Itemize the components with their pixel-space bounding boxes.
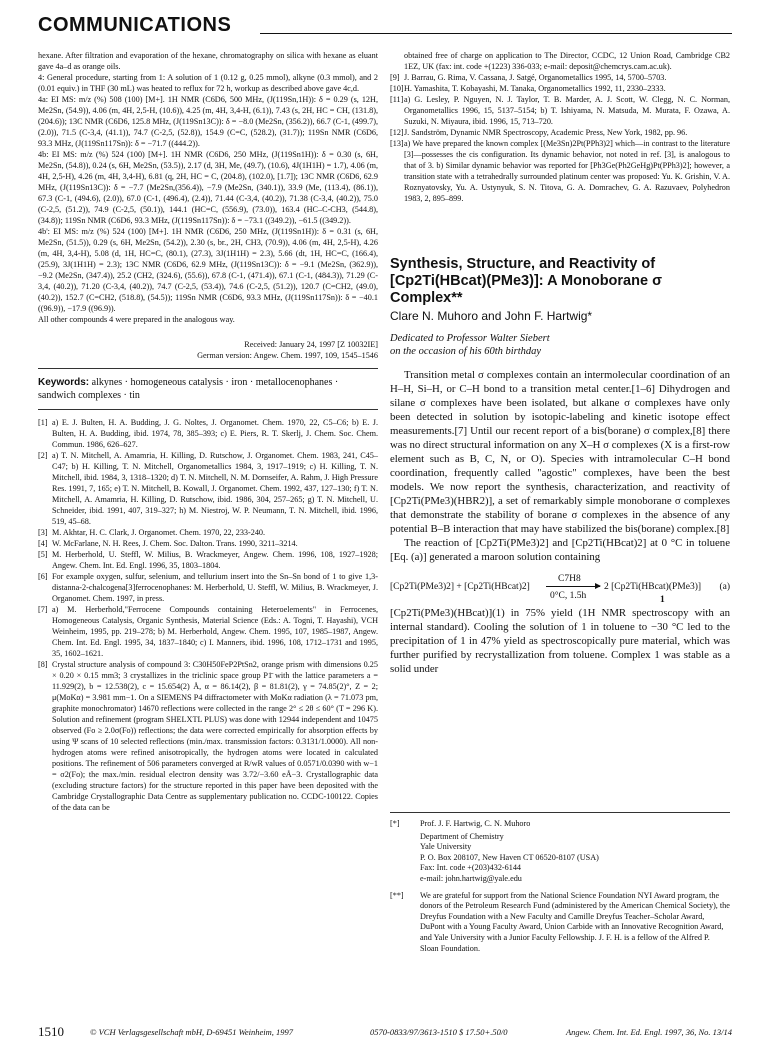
paragraph: 4: General procedure, starting from 1: A solution of 1 (0.12 g, 0.25 mmol), alkyne (0.3 mmol), and 2 (0.01 equiv.) in THF (30 mL) was heated to reflux for 72 h, workup as described above gave 4c,d. xyxy=(38,73,378,93)
left-column xyxy=(38,50,378,813)
article-code: 0570-0833/97/3613-1510 $ 17.50+.50/0 xyxy=(370,1027,508,1037)
reference-item xyxy=(38,538,378,549)
body-paragraph: The reaction of [Cp2Ti(PMe3)2] and [Cp2Ti(HBcat)2] at 0 °C in toluene [Eq. (a)] generated a maroon solution containing xyxy=(390,537,730,563)
reference-list xyxy=(38,417,378,813)
address-line: Yale University xyxy=(420,842,472,852)
reference-number: [1] xyxy=(38,418,48,427)
received-date: Received: January 24, 1997 [Z 10032IE] xyxy=(244,340,378,349)
keywords xyxy=(38,376,378,402)
reference-item xyxy=(390,94,730,127)
reference-text: a) M. Herberhold,"Ferrocene Compounds containing Heteroelements" in Ferrocenes, Homogeneous Catalysis, Organic Synthesis, Material Science (Eds.: A. Togni, T. Hayashi), VCH Weinheim, 1995, pp. 219–278; b) M. Herberhold, Angew. Chem. 1995, 107, 1985–1987, Angew. Chem. Int. Ed. Engl. 1995, 34, 1837–1840; c) I. Manners, ibid. 1996, 108, 1712–1731 and 1995, 35, 1602–1621. xyxy=(52,605,378,658)
reference-item xyxy=(38,450,378,527)
section-title: COMMUNICATIONS xyxy=(38,14,232,36)
footnote-rule xyxy=(390,812,730,813)
body-paragraph: Transition metal σ complexes contain an intermolecular coordination of an H–H, Si–H, or C–H bond to a transition metal center.[1–6] Dihydrogen and silane σ complexes have been isolated, but alkane σ complexes have only been detected in solution by isotopic-labeling and kinetic isotope effect measurements.[7] Until our recent report of a bis(borane) σ complex,[8] there was no direct structural information on any X–H σ complexes (X is a first-row element such as B, C, N, or O). Species with intramolecular C–H bond coordination, frequently called "agostic" complexes, have been the best models. We now report the synthesis, characterization, and reactivity of [Cp2Ti(PMe3)(HBR2)], a set of remarkably simple monoborane σ complexes that demonstrate the stability of borane σ complexes in the absence of any potential B–B interaction that may have stabilized the bis(borane) complex.[8] xyxy=(390,369,730,535)
reference-text: J. Sandström, Dynamic NMR Spectroscopy, Academic Press, New York, 1982, pp. 96. xyxy=(404,128,688,137)
address-line: P. O. Box 208107, New Haven CT 06520-8107 (USA) xyxy=(420,852,599,862)
page-header xyxy=(38,14,732,40)
equation-conditions: 0°C, 1.5h xyxy=(550,591,587,601)
reference-number: [13] xyxy=(390,139,404,148)
address-line: Department of Chemistry xyxy=(420,831,504,841)
article-title: Synthesis, Structure, and Reactivity of [Cp2Ti(HBcat)(PMe3)]: A Monoborane σ Complex** xyxy=(390,256,662,306)
publisher-line: © VCH Verlagsgesellschaft mbH, D-69451 Weinheim, 1997 xyxy=(90,1027,294,1037)
reference-continuation: obtained free of charge on application to The Director, CCDC, 12 Union Road, Cambridge CB2 1EZ, UK (fax: int. code +(1223) 336-033; e-mail: deposit@chemcrys.cam.ac.uk). xyxy=(404,51,730,71)
reference-number: [7] xyxy=(38,605,48,614)
footnote-address: [*] Prof. J. F. Hartwig, C. N. Muhoro xyxy=(390,819,531,828)
reference-text: Crystal structure analysis of compound 3: C30H50FeP2PtSn2, orange prism with dimensions 0.25 × 0.20 × 0.15 mm3; 3 crystallizes in the triclinic space group P1̄ with the lattice parameters a = 11.929(2), b = 12.538(2), c = 15.654(2) Å, α = 86.14(2), β = 81.81(2), γ = 74.85(2)°, Z = 2; μ(MoKα) = 3.981 mm−1. On a SIEMENS P4 diffractometer with MoKα radiation (λ = 71.073 pm, graphite monochromator) 14670 reflections were collected in the range 2° ≤ 2θ ≤ 60° (T = 296 K). Solution and refinement (program SHELXTL PLUS) was done with 12944 independent and 10475 observed (Fo ≥ 2.0σ(Fo)) reflections; the data were corrected empirically for absorption effects by using Ψ scans of 10 selected reflections (min./max. transmission factors: 0.3131/1.0000). All non-hydrogen atoms were refined anisotropically, the hydrogen atoms were located in calculated positions. The refinement of 506 parameters converged at R/wR values of 0.0571/0.0390 with w−1 = σ2(Fo); the max./min. residual electron density was 3.72/−3.60 eÅ−3. Crystallographic data (excluding structure factors) for the structure reported in this paper have been deposited with the Cambridge Crystallographic Data Centre as supplementary publication no. CCDC-100122. Copies of the data can be xyxy=(52,660,378,812)
reference-item xyxy=(38,527,378,538)
reference-item xyxy=(390,138,730,204)
paragraph: hexane. After filtration and evaporation of the hexane, chromatography on silica with hexane as eluant gave 4a–d as orange oils. xyxy=(38,51,378,71)
paragraph: 4b: EI MS: m/z (%) 524 (100) [M+]. 1H NMR (C6D6, 250 MHz, (J(119Sn1H)): δ = 0.30 (s, 6H, Me2Sn, (54.8)), 0.24 (s, 6H, Me2Sn, (53.5)), 2.17 (d, 3H, Me, (49.7), (10.6), 4J(1H1H) = 1.7), 4.06 (m, 4H, 2,5-H), 4.26 (m, 4H, 3,4-H), 6.81 (q, 2H, HC = C, (204.8), (102.0), [1.7]); 13C NMR (C6D6, 62.9 MHz, (J(119Sn13C)): δ = −7.7 (Me2Sn,(356.4)), −7.9 (Me2Sn, (340.1)), 33.9 (Me, (113.4), (86.1)), 67.3 (C-1, (494.6), (2.0)), 67.0 (C-1, (496.4), (2.4)), 71.44 (C-3,4, (40.2)), 71.38 (C-3,4, (40.2)), 75.0 (C-2,5, (51.2)), 74.9 (C-2,5, (50.1)), 144.1 (HC=C, (556.9), (73.0)), 163.4 (HC–C-CH3, (544.8), (34.8)); 119Sn NMR (C6D6, 93.3 MHz, (J(119Sn117Sn)): δ = −73.1 ((349.2)), −61.5 ((349.2)). xyxy=(38,150,378,225)
equation-a xyxy=(390,570,730,605)
article-body xyxy=(390,368,730,676)
journal-citation: Angew. Chem. Int. Ed. Engl. 1997, 36, No. 13/14 xyxy=(565,1027,732,1037)
paragraph: 4a: EI MS: m/z (%) 508 (100) [M+]. 1H NMR (C6D6, 500 MHz, (J(119Sn,1H)): δ = 0.29 (s, 12H, Me2Sn, (54.9)), 4.06 (m, 4H, 2,5-H, (10.6)), 4.25 (m, 4H, 3,4-H, (6.1)), 7.43 (s, 2H, HC = CH, (131.8),(204.6)); 13C NMR (C6D6, 125.8 MHz, (J(119Sn13C)): δ = −8.0 (Me2Sn, (356.2)), 66.7 (C-1, (499.7), (2.0)), 71.5 (C-3,4, (41.1)), 74.7 (C-2,5, (52.8)), 154.9 (C=C, (528.2), (31.7)); 119Sn NMR (C6D6, 93.3 MHz, (J(119Sn117Sn)): δ = −71.7 ((444.2)). xyxy=(38,95,378,148)
footnote-acknowledgment: [**] We are grateful for support from the National Science Foundation NYI Award program, the donors of the Petroleum Research Fund (administered by the American Chemical Society), the Dreyfus Foundation with a New Faculty and Camille Dreyfus Teacher–Scholar Award, DuPont with a Young Faculty Award, Union Carbide with an Innovative Recognition Award, and Yale University with a Junior Faculty Fellowship. J. F. H. is a fellow of the Alfred P. Sloan Foundation. xyxy=(390,890,730,953)
reference-item xyxy=(38,571,378,604)
reference-number: [3] xyxy=(38,528,48,537)
reference-number: [4] xyxy=(38,539,48,548)
paragraph: 4b': EI MS: m/z (%) 524 (100) [M+]. 1H NMR (C6D6, 250 MHz, (J(119Sn1H)): δ = 0.31 (s, 6H, Me2Sn, (51.5)), 0.29 (s, 6H, Me2Sn, (54.2)), 2.30 (s, br., 2H, CH3, (70.9)), 4.06 (m, 4H, 2,5-H), 4.26 (m, 4H, 3,4-H), 5.08 (d, 1H, HC=C, (80.1), (27.3), 3J(1H1H) = 2.3), 5.66 (dt, 1H, HC=C, (166.4),(25.9), 3J(1H1H) = 2.3); 13C NMR (C6D6, 62.9 MHz, (J(119Sn13C)): δ = −9.1 (Me2Sn, (362.9)), −9.2 (Me2Sn, (347.4)), 25.2 (CH2, (324.6), (55.6)), 67.8 (C-1, (471.4)), 67.1 (C-1, (484.3)), 71.29 (C-3,4, (40.2)), 71.20 (C-3,4, (40.2)), 74.7 (C-2,5, (53.4)), 74.6 (C-2,5, (51.2)), 120.7 (C=CH2, (49.0), (40.2)), 152.7 (C=CH2, (518.8), (54.5)); 119Sn NMR (C6D6, 93.3 MHz, (J(119Sn117Sn)): δ = −40.1 ((96.9)), −17.9 ((96.9)). xyxy=(38,227,378,313)
right-column xyxy=(390,50,730,676)
reference-text: a) We have prepared the known complex [(Me3Sn)2Pt(PPh3)2] which—in contrast to the literature [3]—possesses the cis configuration. Its dynamic behavior, not noted in ref. [3], is analogous to that of 3. b) Similar dynamic behavior was reported for [Ph3Ge(Ph2GeHg)Pt(PPh3)2]; however, a transition state with a tetrahedrally surrounded platinum center was proposed: Yu. K. Grishin, V. A. Roznyatovsky, Yu. A. Ustynyuk, S. N. Titova, G. A. Domrachev, G. A. Razuvaev, Polyhedron 1983, 2, 895–899. xyxy=(404,139,730,203)
reference-text: a) E. J. Bulten, H. A. Budding, J. G. Noltes, J. Organomet. Chem. 1970, 22, C5–C6; b) E. J. Bulten, H. A. Budding, ibid. 1974, 78, 385–393; c) E. Piers, R. T. Skerlj, J. Chem. Soc. Chem. Commun. 1986, 626–627. xyxy=(52,418,378,449)
reference-number: [12] xyxy=(390,128,404,137)
reference-text: For example oxygen, sulfur, selenium, and tellurium insert into the Sn–Sn bond of 1 to give 1,3-distanna-2-chalcogena[3]ferrocenophanes: M. Herberhold, U. Steffl, W. Milius, B. Wrackmeyer, J. Organomet. Chem. 1997, in press. xyxy=(52,572,378,603)
reference-text: a) T. N. Mitchell, A. Amamria, H. Killing, D. Rutschow, J. Organomet. Chem. 1983, 241, C45–C47; b) H. Killing, T. N. Mitchell, Organometallics 1984, 3, 1917–1919; c) H. Killing, T. N. Mitchell, ibid. 1984, 3, 1318–1320; d) T. N. Mitchell, N. M. Dornseifer, A. Rahm, J. High Pressure Res. 1991, 7, 165; e) T. N. Mitchell, B. Kowall, J. Organomet. Chem. 1992, 437, 127–130; f) T. N. Mitchell, A. Amamria, H. Killing, D. Rutschow, ibid. 1986, 304, 257–265; g) T. N. Mitchell, U. Schneider, ibid. 1991, 407, 319–327; h) M. Niestroj, W. P. Neumann, T. N. Mitchell, ibid. 1996, 519, 45–68. xyxy=(52,451,378,526)
equation-product: 2 [Cp2Ti(HBcat)(PMe3)] xyxy=(604,582,702,592)
authors: Clare N. Muhoro and John F. Hartwig* xyxy=(390,309,593,323)
reference-text: M. Herberhold, U. Steffl, W. Milius, B. Wrackmeyer, Angew. Chem. 1996, 108, 1927–1928; Angew. Chem. Int. Ed. Engl. 1996, 35, 1803–1804. xyxy=(52,550,378,570)
reference-text: a) G. Lesley, P. Nguyen, N. J. Taylor, T. B. Marder, A. J. Scott, W. Clegg, N. C. Norman, Organometallics 1996, 15, 5137–5154; b) T. Ishiyama, N. Matsuda, M. Murata, F. Ozawa, A. Suzuki, N. Miyaura, ibid. 1996, 15, 713–720. xyxy=(404,95,730,126)
reference-item xyxy=(390,127,730,138)
reference-number: [8] xyxy=(38,660,48,669)
reference-text: J. Barrau, G. Rima, V. Cassana, J. Satgé, Organometallics 1995, 14, 5700–5703. xyxy=(404,73,667,82)
reference-number: [2] xyxy=(38,451,48,460)
reference-item xyxy=(38,604,378,659)
reference-item xyxy=(38,417,378,450)
reference-item xyxy=(38,549,378,571)
keywords-list: alkynes · homogeneous catalysis · iron · metallocenophanes · sandwich complexes · tin xyxy=(38,377,339,401)
body-paragraph: [Cp2Ti(PMe3)(HBcat)](1) in 75% yield (1H NMR spectroscopy with an internal standard). Cooling the solution of 1 in toluene to −30 °C led to the precipitation of 1 in 47% yield as spectroscopically pure material, which was further purified by recrystallization from toluene. Complex 1 was stable as a solid under xyxy=(390,607,730,675)
reference-text: M. Akhtar, H. C. Clark, J. Organomet. Chem. 1970, 22, 233-240. xyxy=(52,528,266,537)
reference-number: [5] xyxy=(38,550,48,559)
compound-number: 1 xyxy=(660,595,665,605)
reference-text: W. McFarlane, N. H. Rees, J. Chem. Soc. Dalton. Trans. 1990, 3211–3214. xyxy=(52,539,298,548)
reference-number: [11] xyxy=(390,95,404,104)
page-number: 1510 xyxy=(38,1024,64,1039)
reference-number: [6] xyxy=(38,572,48,581)
paragraph: All other compounds 4 were prepared in the analogous way. xyxy=(38,315,235,324)
divider xyxy=(38,409,378,410)
reference-number: [9] xyxy=(390,73,400,82)
german-version: German version: Angew. Chem. 1997, 109, 1545–1546 xyxy=(197,351,378,360)
keywords-label: Keywords: xyxy=(38,377,90,388)
reference-item xyxy=(390,72,730,83)
reference-text: H. Yamashita, T. Kobayashi, M. Tanaka, Organometallics 1992, 11, 2330–2333. xyxy=(404,84,666,93)
header-rule xyxy=(260,33,732,34)
equation-label: (a) xyxy=(719,582,730,592)
equation-solvent: C7H8 xyxy=(558,574,581,584)
equation-reactants: [Cp2Ti(PMe3)2] + [Cp2Ti(HBcat)2] xyxy=(390,582,530,592)
reaction-arrow-icon xyxy=(546,586,600,587)
divider xyxy=(38,368,378,369)
reference-item xyxy=(38,659,378,813)
author-footnotes xyxy=(390,812,730,956)
reference-list-continued xyxy=(390,50,730,204)
address-line: Fax: Int. code +(203)432-6144 xyxy=(420,863,522,873)
dedication: Dedicated to Professor Walter Siebert on the occasion of his 60th birthday xyxy=(390,333,550,357)
reference-item xyxy=(390,83,730,94)
reference-number: [10] xyxy=(390,84,404,93)
address-line: e-mail: john.hartwig@yale.edu xyxy=(420,873,522,883)
